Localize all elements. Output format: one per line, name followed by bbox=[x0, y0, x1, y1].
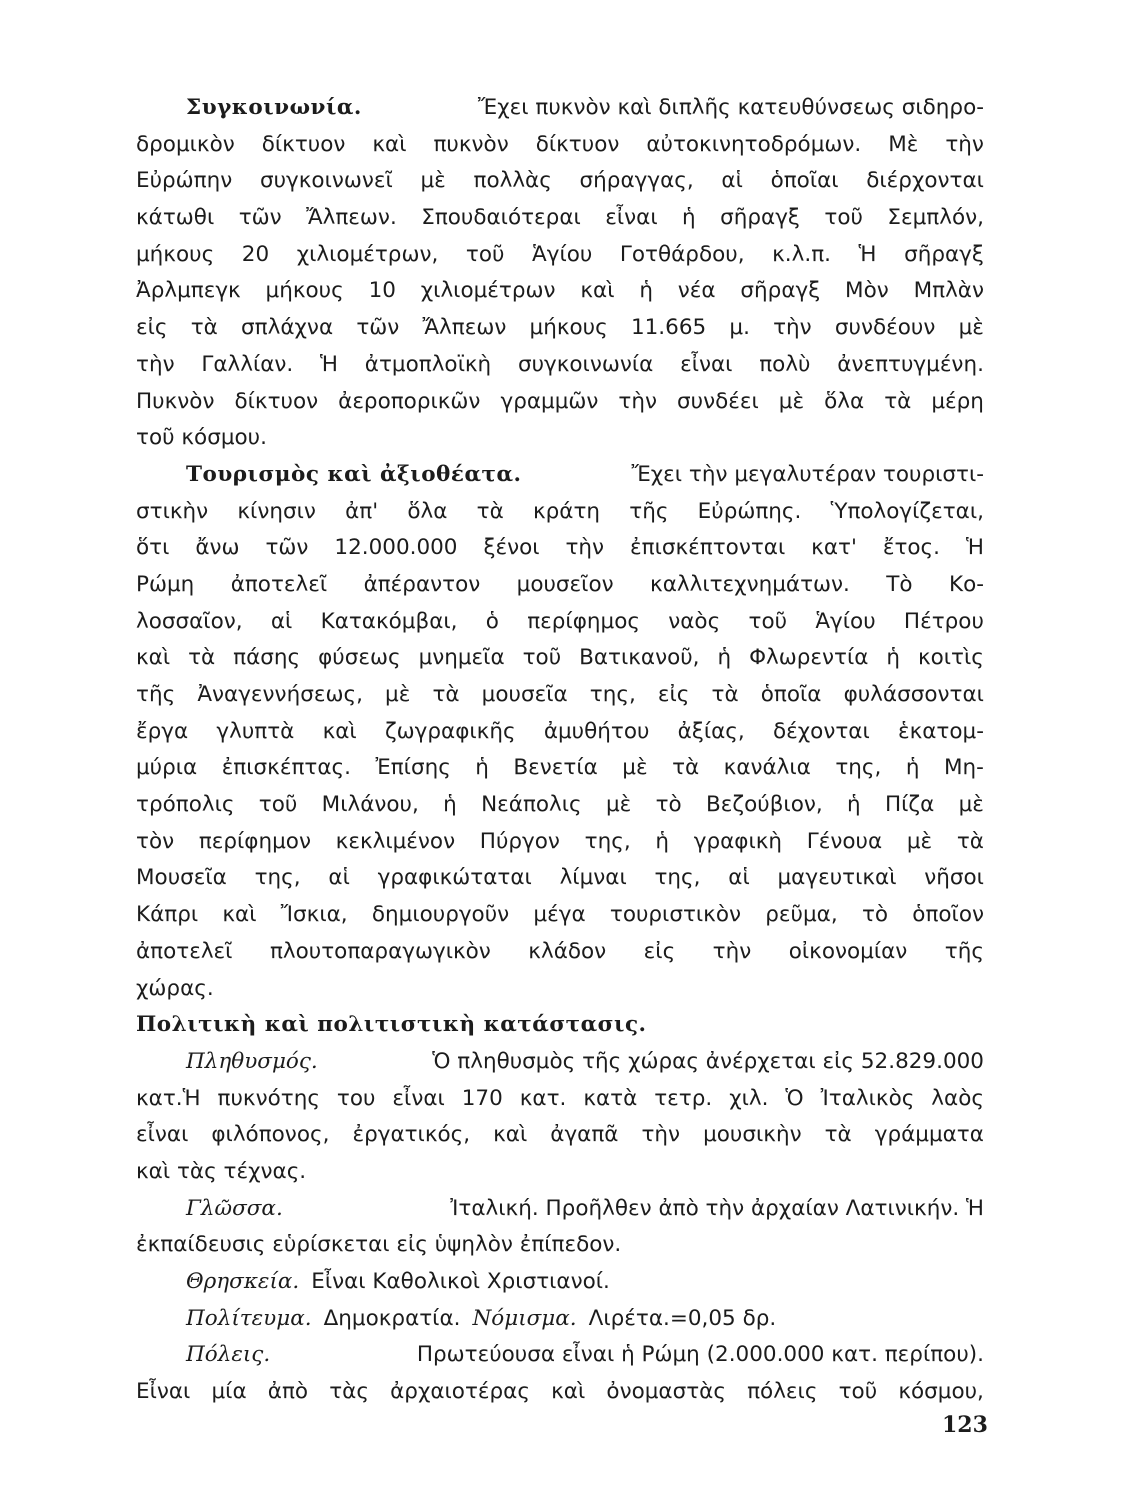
word: δημιουργοῦν bbox=[371, 902, 510, 928]
word: στικὴν bbox=[136, 498, 209, 524]
text-line bbox=[136, 604, 984, 641]
word: αἱ bbox=[728, 865, 750, 891]
word: Ρώμη bbox=[136, 571, 195, 597]
word: συνδέει bbox=[677, 388, 759, 414]
word: νέα bbox=[677, 278, 716, 304]
word: Ἄλπεων. bbox=[306, 205, 397, 231]
word: λαὸς bbox=[931, 1085, 984, 1111]
word: εἰς bbox=[136, 315, 168, 341]
word: Ἡ bbox=[858, 241, 877, 267]
text-line bbox=[136, 677, 984, 714]
word: Κατακόμβαι, bbox=[320, 608, 458, 634]
text-line bbox=[136, 1117, 984, 1154]
word: μὲ bbox=[906, 828, 933, 854]
word: Ἰταλικὸς bbox=[820, 1085, 915, 1111]
word: γράμματα bbox=[874, 1122, 984, 1148]
word: καὶ bbox=[136, 645, 171, 671]
word: Εἶναι bbox=[136, 1379, 191, 1405]
word: κεκλιμένον bbox=[335, 828, 456, 854]
word: σῆραγξ bbox=[904, 241, 984, 267]
word: τρόπολις bbox=[136, 792, 235, 818]
word: τὰς bbox=[329, 1379, 369, 1405]
word: μήκους bbox=[136, 241, 215, 267]
word: κοιτὶς bbox=[917, 645, 984, 671]
word: τὰ bbox=[824, 1122, 852, 1148]
text-line bbox=[136, 384, 984, 421]
word: τὰ bbox=[190, 315, 218, 341]
text-line bbox=[136, 90, 984, 127]
word: κανάλια bbox=[723, 755, 811, 781]
word: ἡ bbox=[443, 792, 457, 818]
word: Πίζα bbox=[884, 792, 935, 818]
subsection-label-language: Γλῶσσα. bbox=[186, 1195, 283, 1221]
word: Εὐρώπην bbox=[136, 168, 233, 194]
word: ἡ bbox=[905, 755, 920, 781]
word: τὴν bbox=[136, 351, 175, 377]
text-line: τοῦ κόσμου. bbox=[136, 425, 267, 451]
word: οἰκονομίαν bbox=[788, 938, 908, 964]
word: τὰ bbox=[188, 645, 216, 671]
word: κλάδον bbox=[528, 938, 607, 964]
word: της, bbox=[589, 682, 636, 707]
word: τοῦ bbox=[465, 241, 505, 267]
word: Ὑπολογίζεται, bbox=[830, 498, 984, 524]
word: ἀποτελεῖ bbox=[136, 938, 233, 964]
word: τοῦ bbox=[258, 792, 298, 818]
word: εἶναι bbox=[392, 1085, 445, 1111]
word: ξένοι bbox=[483, 535, 540, 561]
word: γραφικὴ bbox=[693, 828, 783, 854]
word: τὸ bbox=[861, 902, 889, 928]
word: ρεῦμα, bbox=[765, 902, 838, 928]
word: τὴν bbox=[945, 131, 984, 157]
word: μαγευτικαὶ bbox=[777, 865, 897, 891]
text-line-content: Ἰταλική. Προῆλθεν ἀπὸ τὴν ἀρχαίαν Λατινικήν. Ἡ bbox=[450, 1195, 984, 1221]
word: εἰς bbox=[657, 682, 690, 707]
word: Γοτθάρδου, bbox=[619, 241, 745, 267]
word: πολλὰς bbox=[473, 168, 552, 194]
word: της, bbox=[835, 755, 882, 781]
word: ἀρχαιοτέρας bbox=[390, 1379, 530, 1405]
word: σῆραγξ bbox=[740, 278, 821, 304]
word: μὲ bbox=[385, 682, 411, 707]
text-line bbox=[136, 1337, 984, 1374]
word: πάσης bbox=[233, 645, 301, 671]
word: Κο- bbox=[948, 571, 984, 597]
subsection-label-population: Πληθυσμός. bbox=[186, 1048, 318, 1074]
word: τὴν bbox=[565, 535, 605, 561]
word: κατὰ bbox=[583, 1085, 638, 1111]
word: κόσμου, bbox=[898, 1379, 984, 1405]
word: χιλ. bbox=[729, 1085, 769, 1111]
text-line-content: Εἶναι Καθολικοὶ Χριστιανοί. bbox=[311, 1269, 610, 1294]
word: μ. bbox=[729, 315, 750, 341]
word: τὰ bbox=[956, 828, 984, 854]
word: τὴν bbox=[712, 938, 752, 964]
word: της, bbox=[254, 865, 301, 891]
word: μὲ bbox=[958, 315, 984, 341]
word: μὲ bbox=[605, 792, 632, 818]
text-line bbox=[136, 494, 984, 531]
word: αἱ bbox=[721, 168, 743, 194]
word: Νεάπολις bbox=[481, 792, 582, 818]
word: εἶναι bbox=[136, 1122, 189, 1148]
word: Ἄλπεων bbox=[422, 315, 507, 341]
word: Μὲ bbox=[888, 131, 919, 157]
text-line bbox=[136, 714, 984, 751]
word: 10 bbox=[368, 278, 396, 304]
word: τοῦ bbox=[824, 205, 863, 231]
word: ἀνεπτυγμένη. bbox=[837, 351, 984, 377]
word: αἱ bbox=[328, 865, 350, 891]
text-line bbox=[136, 200, 984, 237]
word: Βενετία bbox=[513, 755, 598, 781]
word: συγκοινωνεῖ bbox=[259, 168, 393, 194]
word: μουσεῖον bbox=[516, 571, 614, 597]
word: δέχονται bbox=[772, 718, 870, 744]
word: μία bbox=[211, 1379, 247, 1405]
word: καὶ bbox=[580, 278, 615, 304]
word: λίμναι bbox=[559, 865, 627, 891]
word: κράτη bbox=[532, 498, 601, 524]
word: ἀποτελεῖ bbox=[230, 571, 328, 597]
word: του bbox=[336, 1085, 376, 1111]
word: ἔτος. bbox=[882, 535, 941, 561]
word: ὁποῖαι bbox=[770, 168, 839, 194]
page-number: 123 bbox=[942, 1412, 988, 1438]
word: Πυκνὸν bbox=[136, 388, 215, 414]
word: σῆραγξ bbox=[720, 205, 800, 231]
word: περίφημος bbox=[527, 608, 640, 634]
word: Εὐρώπης. bbox=[697, 498, 802, 524]
word: ἡ bbox=[847, 792, 861, 818]
text-line bbox=[136, 934, 984, 971]
word: τῶν bbox=[238, 205, 282, 231]
word: πόλεις bbox=[747, 1379, 818, 1405]
word: χιλιομέτρων bbox=[420, 278, 556, 304]
word: κ.λ.π. bbox=[772, 241, 831, 267]
word: ἀτμοπλοϊκὴ bbox=[364, 351, 492, 377]
word: κάτωθι bbox=[136, 205, 215, 231]
word: ἡ bbox=[886, 645, 900, 671]
word: ναὸς bbox=[668, 608, 721, 634]
word: ἐπισκέπτας. bbox=[221, 755, 351, 781]
word: τετρ. bbox=[654, 1085, 713, 1111]
section-heading-tourism: Τουρισμὸς καὶ ἀξιοθέατα. bbox=[186, 461, 522, 487]
word: τὴν bbox=[618, 388, 657, 414]
word: δρομικὸν bbox=[136, 131, 235, 157]
word: τὸ bbox=[655, 792, 682, 818]
word: Ἐπίσης bbox=[375, 755, 451, 781]
word: ὅλα bbox=[407, 498, 448, 524]
word: Μιλάνου, bbox=[321, 792, 419, 818]
word: 20 bbox=[241, 241, 270, 267]
word: πυκνὸν bbox=[433, 131, 509, 157]
word: σπλάχνα bbox=[241, 315, 334, 341]
word: τὰ bbox=[432, 682, 460, 707]
word: τὰ bbox=[672, 755, 700, 781]
word: ἑκατομ- bbox=[897, 718, 984, 744]
word: μουσικὴν bbox=[703, 1122, 802, 1148]
word: διέρχονται bbox=[866, 168, 984, 194]
word: καὶ bbox=[372, 131, 407, 157]
word: Γαλλίαν. bbox=[201, 351, 294, 377]
text-line: χώρας. bbox=[136, 975, 214, 1001]
word: ἀεροπορικῶν bbox=[338, 388, 481, 414]
text-line bbox=[136, 530, 984, 567]
word: νῆσοι bbox=[924, 865, 984, 891]
word: Μη- bbox=[943, 755, 984, 781]
word: γραμμῶν bbox=[500, 388, 599, 414]
word: Ἀρλμπεγκ bbox=[136, 278, 241, 304]
word: αἱ bbox=[270, 608, 293, 634]
text-line bbox=[136, 127, 984, 164]
subsection-label-cities: Πόλεις. bbox=[186, 1342, 271, 1368]
text-line-content: Πρωτεύουσα εἶναι ἡ Ρώμη (2.000.000 κατ. περίπου). bbox=[416, 1342, 984, 1368]
text-line bbox=[136, 567, 984, 604]
word: μὲ bbox=[778, 388, 805, 414]
text-line bbox=[136, 1301, 984, 1338]
word: μύρια bbox=[136, 755, 198, 781]
word: μέγα bbox=[533, 902, 586, 928]
word: ὀνομαστὰς bbox=[606, 1379, 726, 1405]
word: τῶν bbox=[265, 535, 309, 561]
text-line bbox=[136, 273, 984, 310]
word: γλυπτὰ bbox=[216, 718, 295, 744]
word: τῆς bbox=[944, 938, 984, 964]
word: 170 bbox=[461, 1085, 503, 1111]
word: τῆς bbox=[136, 682, 176, 707]
word: καὶ bbox=[222, 902, 257, 928]
word: ἀγαπᾶ bbox=[550, 1122, 619, 1148]
word: καὶ bbox=[493, 1122, 528, 1148]
text-line-content: Ὁ πληθυσμὸς τῆς χώρας ἀνέρχεται εἰς 52.829.000 bbox=[432, 1048, 984, 1074]
word: εἶναι bbox=[680, 351, 733, 377]
word: Μπλὰν bbox=[913, 278, 984, 304]
word: Τὸ bbox=[886, 571, 913, 597]
word: τῶν bbox=[356, 315, 400, 341]
word: Ὁ bbox=[785, 1085, 804, 1111]
word: δίκτυον bbox=[261, 131, 346, 157]
word: ἔργα bbox=[136, 718, 189, 744]
section-heading-text: Πολιτικὴ καὶ πολιτιστικὴ κατάστασις. bbox=[136, 1012, 647, 1038]
text-line: ἐκπαίδευσις εὑρίσκεται εἰς ὑψηλὸν ἐπίπεδον. bbox=[136, 1232, 622, 1258]
word: ὅλα bbox=[824, 388, 865, 414]
text-line: καὶ τὰς τέχνας. bbox=[136, 1158, 307, 1184]
word: συνδέουν bbox=[834, 315, 936, 341]
word: σήραγγας, bbox=[579, 168, 694, 194]
word: κατ' bbox=[811, 535, 857, 561]
word: τὰ bbox=[476, 498, 504, 524]
text-line bbox=[136, 310, 984, 347]
subsection-label-polity: Πολίτευμα. bbox=[186, 1305, 312, 1331]
word: Φλωρεντία bbox=[749, 645, 869, 671]
word: εἶναι bbox=[605, 205, 658, 231]
word: κατ.Ἡ bbox=[136, 1085, 201, 1111]
word: 12.000.000 bbox=[334, 535, 458, 561]
text-line bbox=[136, 1374, 984, 1411]
text-line bbox=[136, 347, 984, 384]
word: τουριστικὸν bbox=[609, 902, 742, 928]
word: χιλιομέτρων, bbox=[296, 241, 439, 267]
word: Πύργον bbox=[479, 828, 560, 854]
section-heading-transport: Συγκοινωνία. bbox=[186, 95, 362, 120]
word: ζωγραφικῆς bbox=[384, 718, 516, 744]
text-column bbox=[136, 90, 984, 1411]
word: τὰ bbox=[711, 682, 739, 707]
word: Πέτρου bbox=[903, 608, 984, 634]
word: μὲ bbox=[420, 168, 446, 194]
word: ἀπ' bbox=[345, 498, 379, 524]
word: ἡ bbox=[682, 205, 696, 231]
word: ἄνω bbox=[195, 535, 240, 561]
word: Μὸν bbox=[845, 278, 889, 304]
text-line bbox=[136, 824, 984, 861]
word: Κάπρι bbox=[136, 902, 199, 928]
word: μὲ bbox=[958, 792, 984, 818]
word: τοῦ bbox=[838, 1379, 878, 1405]
word: μὲ bbox=[622, 755, 648, 781]
word: ἡ bbox=[717, 645, 732, 671]
text-line-content: Ἔχει πυκνὸν καὶ διπλῆς κατευθύνσεως σιδηρο- bbox=[477, 95, 984, 120]
word: ἡ bbox=[475, 755, 489, 781]
word: πολὺ bbox=[759, 351, 811, 377]
word: περίφημον bbox=[198, 828, 311, 854]
word: δίκτυον bbox=[234, 388, 319, 414]
word: Βεζούβιον, bbox=[706, 792, 823, 818]
word: καλλιτεχνημάτων. bbox=[650, 571, 850, 597]
word: πυκνότης bbox=[217, 1085, 320, 1111]
text-line bbox=[136, 1264, 984, 1301]
word: Βατικανοῦ, bbox=[579, 645, 700, 671]
word: λοσσαῖον, bbox=[136, 608, 243, 634]
word: τὴν bbox=[773, 315, 812, 341]
word: γραφικώταται bbox=[377, 865, 532, 891]
text-line bbox=[136, 1081, 984, 1118]
word: Σεμπλόν, bbox=[887, 205, 984, 231]
word: ὁποῖον bbox=[912, 902, 984, 928]
text-line-content: Ἔχει τὴν μεγαλυτέραν τουριστι- bbox=[631, 461, 984, 487]
word: μέρη bbox=[931, 388, 984, 414]
text-line bbox=[136, 897, 984, 934]
word: αὐτοκινητοδρόμων. bbox=[646, 131, 862, 157]
word: τὸν bbox=[136, 828, 175, 854]
word: Ἁγίου bbox=[815, 608, 876, 634]
text-line bbox=[136, 1044, 984, 1081]
word: της, bbox=[584, 828, 631, 854]
text-line bbox=[136, 163, 984, 200]
text-line-content: Λιρέτα.=0,05 δρ. bbox=[588, 1305, 777, 1331]
text-line bbox=[136, 457, 984, 494]
word: τὴν bbox=[641, 1122, 681, 1148]
text-line bbox=[136, 860, 984, 897]
word: καὶ bbox=[551, 1379, 586, 1405]
subsection-label-currency: Νόμισμα. bbox=[472, 1305, 577, 1331]
word: ὁ bbox=[485, 608, 499, 634]
word: Ἀναγεννήσεως, bbox=[197, 682, 363, 707]
word: μήκους bbox=[265, 278, 344, 304]
word: συγκοινωνία bbox=[517, 351, 654, 377]
word: πλουτοπαραγωγικὸν bbox=[269, 938, 491, 964]
text-line bbox=[136, 1191, 984, 1228]
word: τῆς bbox=[629, 498, 669, 524]
word: ἡ bbox=[639, 278, 653, 304]
word: τοῦ bbox=[748, 608, 788, 634]
word: φύσεως bbox=[318, 645, 401, 671]
text-line bbox=[136, 640, 984, 677]
word: Ἁγίου bbox=[532, 241, 593, 267]
text-line bbox=[136, 787, 984, 824]
word: τοῦ bbox=[522, 645, 562, 671]
word: φιλόπονος, bbox=[211, 1122, 330, 1148]
word: Σπουδαιότεραι bbox=[421, 205, 581, 231]
section-heading-politics bbox=[136, 1007, 984, 1044]
text-line bbox=[136, 237, 984, 274]
word: Ἴσκια, bbox=[280, 902, 348, 928]
word: ὁποῖα bbox=[760, 682, 822, 707]
text-line bbox=[136, 750, 984, 787]
word: Ἡ bbox=[965, 535, 984, 561]
subsection-label-religion: Θρησκεία. bbox=[186, 1269, 300, 1294]
word: δίκτυον bbox=[535, 131, 620, 157]
word: της, bbox=[654, 865, 701, 891]
word: ἀπέραντον bbox=[363, 571, 481, 597]
word: κίνησιν bbox=[237, 498, 316, 524]
word: ἡ bbox=[655, 828, 670, 854]
word: 11.665 bbox=[630, 315, 707, 341]
word: εἰς bbox=[643, 938, 676, 964]
word: μουσεῖα bbox=[481, 682, 568, 707]
word: ἐργατικός, bbox=[352, 1122, 471, 1148]
word: ἀπὸ bbox=[267, 1379, 309, 1405]
word: Ἡ bbox=[320, 351, 339, 377]
word: ἐπισκέπτονται bbox=[630, 535, 786, 561]
word: ὅτι bbox=[136, 535, 170, 561]
word: φυλάσσονται bbox=[843, 682, 984, 707]
word: Μουσεῖα bbox=[136, 865, 227, 891]
word: ἀξίας, bbox=[677, 718, 745, 744]
word: καὶ bbox=[322, 718, 357, 744]
word: μνημεῖα bbox=[418, 645, 505, 671]
word: μήκους bbox=[529, 315, 608, 341]
word: Γένουα bbox=[806, 828, 883, 854]
word: τὰ bbox=[884, 388, 912, 414]
text-line-content: Δημοκρατία. bbox=[323, 1305, 461, 1331]
word: κατ. bbox=[519, 1085, 567, 1111]
word: ἀμυθήτου bbox=[543, 718, 650, 744]
